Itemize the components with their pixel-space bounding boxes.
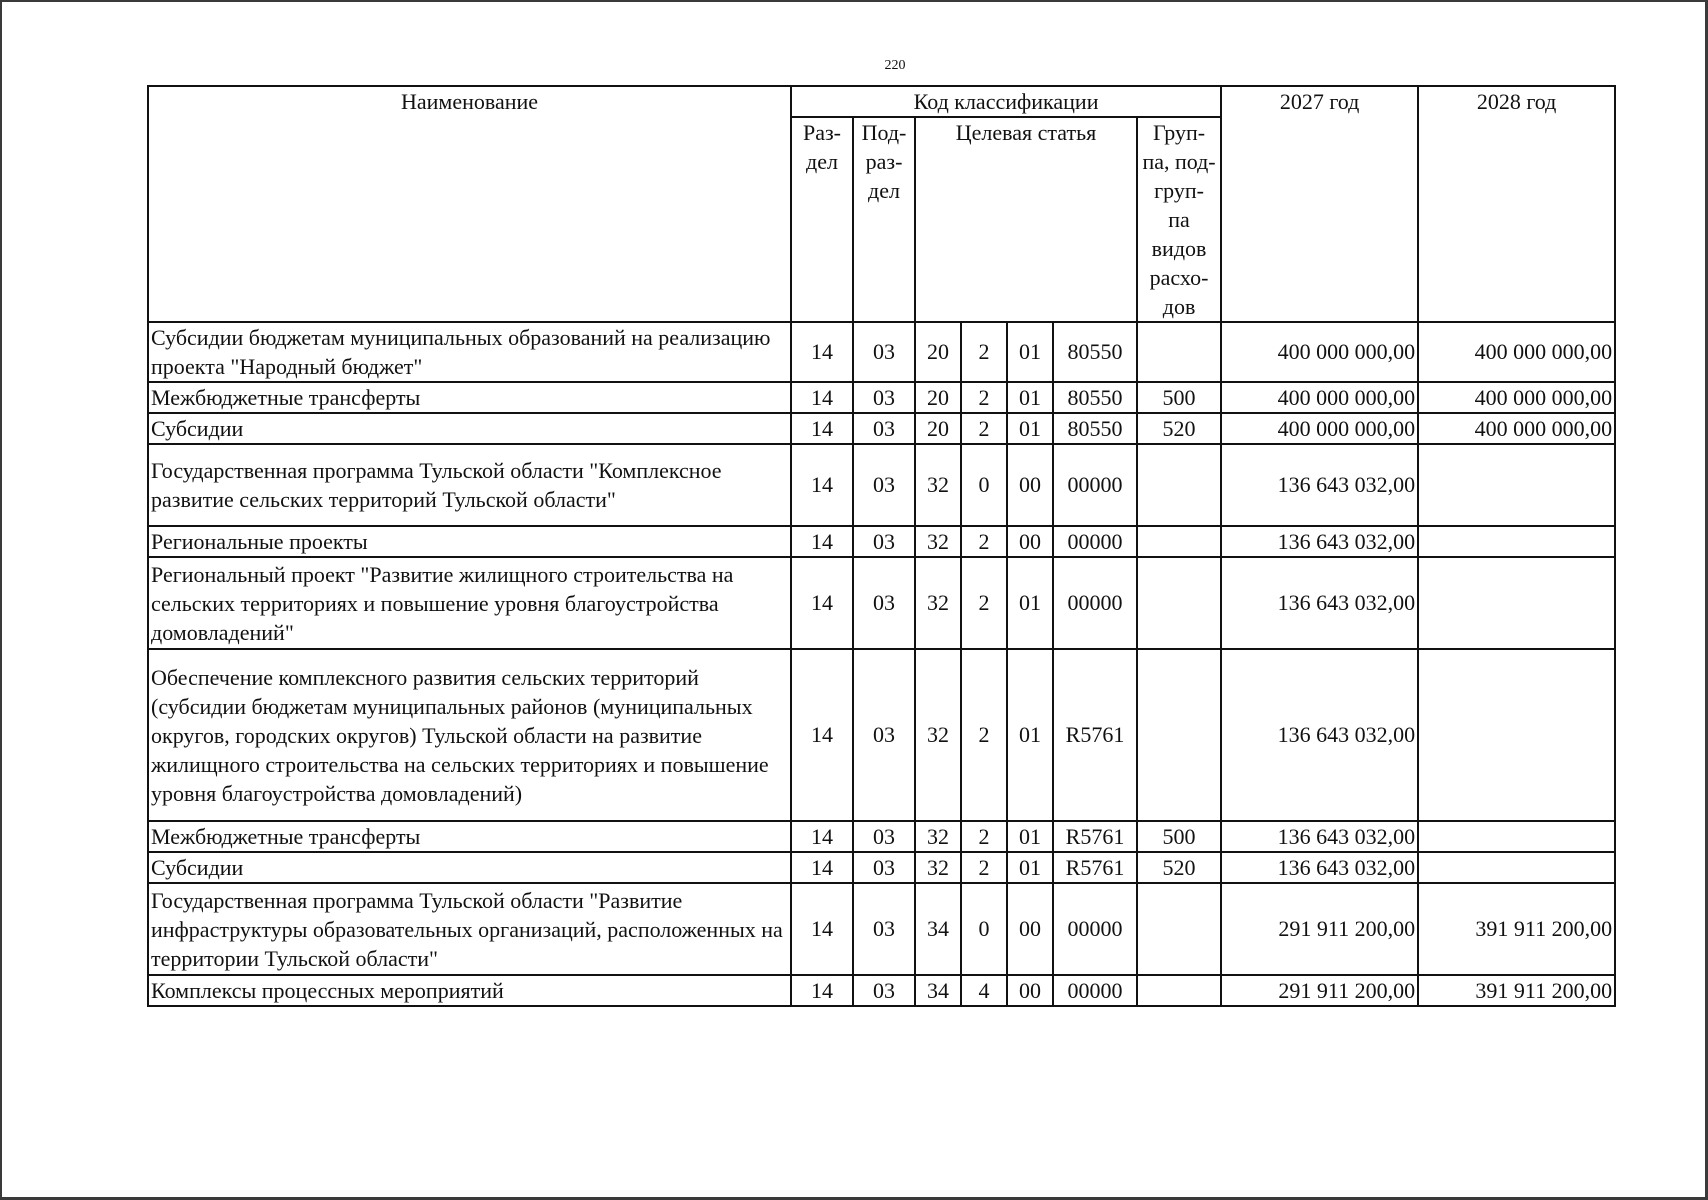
razdel-code: 14 xyxy=(791,382,853,413)
expense-type-code xyxy=(1137,649,1221,821)
target-article-program: 32 xyxy=(915,444,961,526)
row-name: Региональные проекты xyxy=(148,526,791,557)
row-name: Субсидии xyxy=(148,413,791,444)
expense-type-code xyxy=(1137,322,1221,382)
table-row xyxy=(148,883,1615,975)
header-year-2027: 2027 год xyxy=(1221,86,1418,322)
podrazdel-code: 03 xyxy=(853,444,915,526)
amount-2027: 136 643 032,00 xyxy=(1221,852,1418,883)
amount-2027: 291 911 200,00 xyxy=(1221,883,1418,975)
amount-2027: 136 643 032,00 xyxy=(1221,557,1418,649)
row-name: Межбюджетные трансферты xyxy=(148,821,791,852)
expense-type-code: 500 xyxy=(1137,821,1221,852)
target-article-type: 2 xyxy=(961,382,1007,413)
amount-2027: 136 643 032,00 xyxy=(1221,649,1418,821)
expense-type-code: 520 xyxy=(1137,852,1221,883)
table-row xyxy=(148,649,1615,821)
row-name: Государственная программа Тульской области "Комплексное развитие сельских территорий Тульской области" xyxy=(148,444,791,526)
header-celevaya-statya: Целевая статья xyxy=(915,117,1137,322)
target-article-structure: 01 xyxy=(1007,382,1053,413)
target-article-type: 2 xyxy=(961,821,1007,852)
row-name: Региональный проект "Развитие жилищного строительства на сельских территориях и повышение уровня благоустройства домовладений" xyxy=(148,557,791,649)
expense-type-code xyxy=(1137,444,1221,526)
table-row xyxy=(148,413,1615,444)
amount-2028: 400 000 000,00 xyxy=(1418,322,1615,382)
amount-2028: 400 000 000,00 xyxy=(1418,413,1615,444)
row-name: Субсидии бюджетам муниципальных образований на реализацию проекта "Народный бюджет" xyxy=(148,322,791,382)
target-article-type: 2 xyxy=(961,649,1007,821)
table-row xyxy=(148,444,1615,526)
amount-2028 xyxy=(1418,821,1615,852)
podrazdel-code: 03 xyxy=(853,413,915,444)
razdel-code: 14 xyxy=(791,883,853,975)
target-article-structure: 01 xyxy=(1007,852,1053,883)
table-row xyxy=(148,557,1615,649)
amount-2028 xyxy=(1418,649,1615,821)
target-article-program: 32 xyxy=(915,557,961,649)
podrazdel-code: 03 xyxy=(853,883,915,975)
target-article-direction: R5761 xyxy=(1053,852,1137,883)
page-number: 220 xyxy=(884,58,906,73)
target-article-program: 32 xyxy=(915,852,961,883)
row-name: Межбюджетные трансферты xyxy=(148,382,791,413)
amount-2027: 136 643 032,00 xyxy=(1221,444,1418,526)
target-article-structure: 00 xyxy=(1007,526,1053,557)
target-article-type: 2 xyxy=(961,322,1007,382)
target-article-program: 34 xyxy=(915,975,961,1006)
razdel-code: 14 xyxy=(791,322,853,382)
target-article-structure: 01 xyxy=(1007,557,1053,649)
budget-table xyxy=(147,85,1616,1007)
target-article-direction: R5761 xyxy=(1053,821,1137,852)
row-name: Государственная программа Тульской области "Развитие инфраструктуры образовательных организаций, расположенных на территории Тульской области" xyxy=(148,883,791,975)
target-article-direction: 80550 xyxy=(1053,413,1137,444)
target-article-direction: 80550 xyxy=(1053,382,1137,413)
target-article-type: 0 xyxy=(961,883,1007,975)
target-article-structure: 01 xyxy=(1007,821,1053,852)
table-row xyxy=(148,322,1615,382)
target-article-direction: R5761 xyxy=(1053,649,1137,821)
amount-2028 xyxy=(1418,444,1615,526)
target-article-type: 4 xyxy=(961,975,1007,1006)
podrazdel-code: 03 xyxy=(853,526,915,557)
amount-2028 xyxy=(1418,852,1615,883)
target-article-type: 2 xyxy=(961,852,1007,883)
target-article-program: 34 xyxy=(915,883,961,975)
header-code: Код классификации xyxy=(791,86,1221,117)
expense-type-code xyxy=(1137,883,1221,975)
podrazdel-code: 03 xyxy=(853,557,915,649)
target-article-program: 32 xyxy=(915,821,961,852)
header-year-2028: 2028 год xyxy=(1418,86,1615,322)
podrazdel-code: 03 xyxy=(853,322,915,382)
podrazdel-code: 03 xyxy=(853,852,915,883)
expense-type-code xyxy=(1137,557,1221,649)
target-article-program: 20 xyxy=(915,413,961,444)
target-article-program: 20 xyxy=(915,322,961,382)
table-row xyxy=(148,382,1615,413)
target-article-type: 2 xyxy=(961,413,1007,444)
razdel-code: 14 xyxy=(791,852,853,883)
amount-2028: 400 000 000,00 xyxy=(1418,382,1615,413)
target-article-direction: 80550 xyxy=(1053,322,1137,382)
amount-2027: 291 911 200,00 xyxy=(1221,975,1418,1006)
expense-type-code xyxy=(1137,526,1221,557)
header-podrazdel: Под- раз- дел xyxy=(853,117,915,322)
table-row xyxy=(148,526,1615,557)
razdel-code: 14 xyxy=(791,526,853,557)
amount-2028: 391 911 200,00 xyxy=(1418,975,1615,1006)
razdel-code: 14 xyxy=(791,821,853,852)
podrazdel-code: 03 xyxy=(853,821,915,852)
razdel-code: 14 xyxy=(791,444,853,526)
amount-2027: 400 000 000,00 xyxy=(1221,322,1418,382)
table-row xyxy=(148,821,1615,852)
target-article-direction: 00000 xyxy=(1053,883,1137,975)
target-article-structure: 00 xyxy=(1007,883,1053,975)
expense-type-code xyxy=(1137,975,1221,1006)
header-gruppa-vidov-raskhodov: Груп- па, под- груп- па видов расхо- дов xyxy=(1137,117,1221,322)
table-row xyxy=(148,852,1615,883)
row-name: Обеспечение комплексного развития сельских территорий (субсидии бюджетам муниципальных районов (муниципальных округов, городских округов) Тульской области на развитие жилищного строительства на сельских территориях и повышение уровня благоустройства домовладений) xyxy=(148,649,791,821)
amount-2028 xyxy=(1418,526,1615,557)
target-article-structure: 00 xyxy=(1007,975,1053,1006)
target-article-program: 32 xyxy=(915,526,961,557)
podrazdel-code: 03 xyxy=(853,649,915,821)
header-name: Наименование xyxy=(148,86,791,322)
target-article-direction: 00000 xyxy=(1053,444,1137,526)
target-article-direction: 00000 xyxy=(1053,526,1137,557)
table-row xyxy=(148,975,1615,1006)
target-article-type: 0 xyxy=(961,444,1007,526)
row-name: Комплексы процессных мероприятий xyxy=(148,975,791,1006)
target-article-structure: 01 xyxy=(1007,413,1053,444)
razdel-code: 14 xyxy=(791,557,853,649)
razdel-code: 14 xyxy=(791,975,853,1006)
target-article-program: 20 xyxy=(915,382,961,413)
podrazdel-code: 03 xyxy=(853,975,915,1006)
target-article-structure: 01 xyxy=(1007,649,1053,821)
razdel-code: 14 xyxy=(791,649,853,821)
target-article-type: 2 xyxy=(961,557,1007,649)
target-article-structure: 00 xyxy=(1007,444,1053,526)
target-article-program: 32 xyxy=(915,649,961,821)
expense-type-code: 500 xyxy=(1137,382,1221,413)
podrazdel-code: 03 xyxy=(853,382,915,413)
amount-2027: 136 643 032,00 xyxy=(1221,526,1418,557)
header-razdel: Раз- дел xyxy=(791,117,853,322)
amount-2028: 391 911 200,00 xyxy=(1418,883,1615,975)
amount-2027: 136 643 032,00 xyxy=(1221,821,1418,852)
target-article-direction: 00000 xyxy=(1053,557,1137,649)
amount-2028 xyxy=(1418,557,1615,649)
row-name: Субсидии xyxy=(148,852,791,883)
amount-2027: 400 000 000,00 xyxy=(1221,413,1418,444)
razdel-code: 14 xyxy=(791,413,853,444)
table-body xyxy=(148,322,1615,1006)
target-article-structure: 01 xyxy=(1007,322,1053,382)
target-article-type: 2 xyxy=(961,526,1007,557)
amount-2027: 400 000 000,00 xyxy=(1221,382,1418,413)
expense-type-code: 520 xyxy=(1137,413,1221,444)
target-article-direction: 00000 xyxy=(1053,975,1137,1006)
